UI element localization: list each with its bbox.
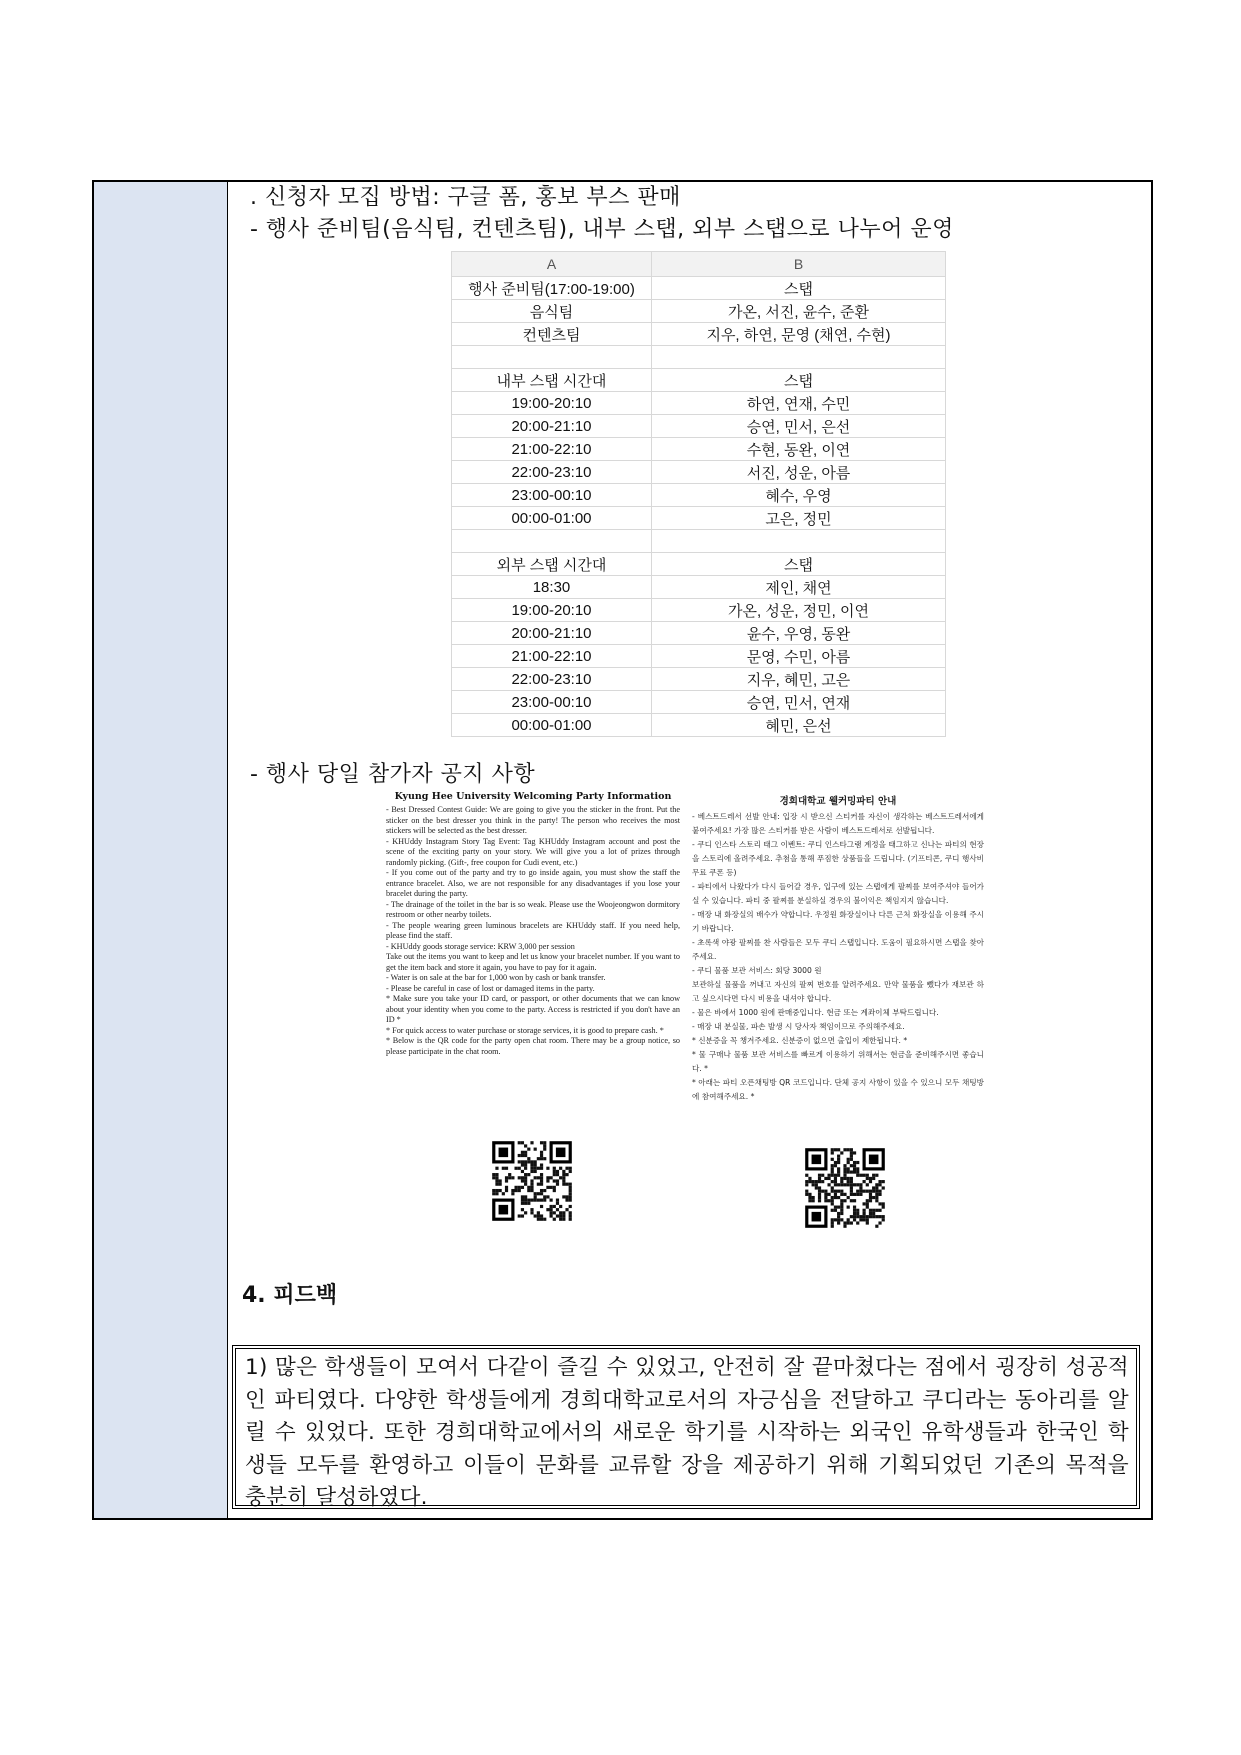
sheet-cell-b: 서진, 성운, 아름 — [652, 461, 946, 484]
notice-paragraph: - 초록색 야광 팔찌를 찬 사람들은 모두 쿠디 스탭입니다. 도움이 필요하시면 스탭을 찾아주세요. — [692, 938, 984, 961]
sheet-cell-a: 18:30 — [452, 576, 652, 599]
sheet-row — [452, 323, 946, 346]
sheet-row — [452, 300, 946, 323]
sheet-column-b: B — [652, 252, 946, 277]
sheet-row — [452, 346, 946, 369]
sheet-cell-b: 수현, 동완, 이연 — [652, 438, 946, 461]
sheet-cell-b: 승연, 민서, 은선 — [652, 415, 946, 438]
sheet-column-a: A — [452, 252, 652, 277]
sheet-row — [452, 369, 946, 392]
sheet-cell-b: 스탭 — [652, 553, 946, 576]
english-notice-body — [386, 805, 680, 1057]
notice-paragraph: * 신분증을 꼭 챙겨주세요. 신분증이 없으면 출입이 제한됩니다. * — [692, 1036, 908, 1045]
sheet-cell-a: 19:00-20:10 — [452, 392, 652, 415]
sheet-cell-b — [652, 346, 946, 369]
notice-paragraph: - 쿠디 인스타 스토리 태그 이벤트: 쿠디 인스타그램 계정을 태그하고 신나는 파티의 현장을 스토리에 올려주세요. 추첨을 통해 푸짐한 상품들을 드립니다. (기프티콘, 쿠디 행사비 무료 쿠폰 등) — [692, 840, 984, 877]
feedback-heading: 4. 피드백 — [242, 1283, 338, 1308]
sheet-row — [452, 668, 946, 691]
qr-code-icon[interactable] — [805, 1145, 885, 1231]
korean-notice-title: 경희대학교 웰커밍파티 안내 — [779, 796, 897, 807]
notice-paragraph: - 베스트드레서 선발 안내: 입장 시 받으신 스티커를 자신이 생각하는 베스트드레서에게 붙여주세요! 가장 많은 스티커를 받은 사람이 베스트드레서로 선발됩니다. — [692, 812, 984, 835]
notice-paragraph: - 매장 내 분실물, 파손 발생 시 당사자 책임이므로 주의해주세요. — [692, 1022, 905, 1031]
sheet-row — [452, 507, 946, 530]
sheet-row — [452, 415, 946, 438]
sheet-cell-a: 컨텐츠팀 — [452, 323, 652, 346]
sheet-cell-a: 22:00-23:10 — [452, 461, 652, 484]
notice-paragraph: - 쿠디 물품 보관 서비스: 회당 3000 원 — [692, 966, 822, 975]
korean-notice-body — [692, 810, 984, 1104]
sheet-cell-b: 하연, 연재, 수민 — [652, 392, 946, 415]
sheet-cell-a: 00:00-01:00 — [452, 507, 652, 530]
feedback-box — [232, 1345, 1140, 1509]
notice-paragraph: - If you come out of the party and try to go inside again, you must show the staff the entrance bracelet. Also, we are not responsible for any disadvantages if you lose your bracelet during the party. — [386, 868, 680, 898]
english-notice-image — [386, 791, 680, 1127]
sheet-cell-b: 가온, 서진, 윤수, 준환 — [652, 300, 946, 323]
notice-paragraph: - Please be careful in case of lost or damaged items in the party. — [386, 983, 595, 993]
sheet-cell-a: 21:00-22:10 — [452, 438, 652, 461]
sheet-row — [452, 645, 946, 668]
qr-code-icon[interactable] — [492, 1138, 572, 1224]
sheet-cell-a — [452, 346, 652, 369]
sheet-row — [452, 576, 946, 599]
notice-paragraph: * 아래는 파티 오픈채팅방 QR 코드입니다. 단체 공지 사항이 있을 수 있으니 모두 채팅방에 참여해주세요. * — [692, 1078, 984, 1101]
sheet-cell-a: 음식팀 — [452, 300, 652, 323]
sheet-cell-b: 혜수, 우영 — [652, 484, 946, 507]
sheet-row — [452, 622, 946, 645]
notice-paragraph: - 파티에서 나왔다가 다시 들어갈 경우, 입구에 있는 스탭에게 팔찌를 보여주셔야 들어가실 수 있습니다. 파티 중 팔찌를 분실하실 경우의 불이익은 책임지지 않습니다. — [692, 882, 984, 905]
sheet-cell-a: 19:00-20:10 — [452, 599, 652, 622]
notice-paragraph: - Best Dressed Contest Guide: We are going to give you the sticker in the front. Put the sticker on the best dresser you think in the party! The person who receives the most stickers will be selected as the best dresser. — [386, 805, 680, 835]
sheet-cell-a: 22:00-23:10 — [452, 668, 652, 691]
english-notice-title: Kyung Hee University Welcoming Party Information — [394, 791, 672, 802]
recruit-method-line: . 신청자 모집 방법: 구글 폼, 홍보 부스 판매 — [250, 185, 681, 210]
team-structure-line: - 행사 준비팀(음식팀, 컨텐츠팀), 내부 스탭, 외부 스탭으로 나누어 운영 — [250, 217, 954, 242]
sheet-cell-b: 문영, 수민, 아름 — [652, 645, 946, 668]
sheet-row — [452, 599, 946, 622]
notice-heading-line: - 행사 당일 참가자 공지 사항 — [250, 762, 536, 787]
sheet-row — [452, 530, 946, 553]
staff-schedule-sheet — [451, 251, 946, 737]
sheet-cell-a — [452, 530, 652, 553]
sheet-row — [452, 392, 946, 415]
notice-paragraph: * For quick access to water purchase or storage services, it is good to prepare cash. * — [386, 1025, 664, 1035]
notice-paragraph: * Make sure you take your ID card, or passport, or other documents that we can know about your identity when you come to the party. Access is restricted if you don't have an ID * — [386, 994, 680, 1024]
sheet-cell-a: 내부 스탭 시간대 — [452, 369, 652, 392]
sheet-cell-b: 혜민, 은선 — [652, 714, 946, 737]
sheet-cell-b: 스탭 — [652, 369, 946, 392]
notice-paragraph: - 물은 바에서 1000 원에 판매중입니다. 현금 또는 계좌이체 부탁드립니다. — [692, 1008, 939, 1017]
notice-paragraph: Take out the items you want to keep and let us know your bracelet number. If you want to get the item back and store it again, you have to pay for it again. — [386, 952, 680, 972]
left-label-column — [94, 182, 228, 1518]
notice-paragraph: - KHUddy goods storage service: KRW 3,000 per session — [386, 941, 575, 951]
sheet-cell-a: 00:00-01:00 — [452, 714, 652, 737]
sheet-row — [452, 714, 946, 737]
notice-paragraph: - The drainage of the toilet in the bar is so weak. Please use the Woojeongwon dormitory restroom or other nearby toilets. — [386, 899, 680, 919]
notice-paragraph: - Water is on sale at the bar for 1,000 won by cash or bank transfer. — [386, 973, 606, 982]
sheet-row — [452, 484, 946, 507]
sheet-cell-a: 외부 스탭 시간대 — [452, 553, 652, 576]
notice-paragraph: 보관하실 물품을 꺼내고 자신의 팔찌 번호를 알려주세요. 만약 물품을 뺐다가 재보관 하고 싶으시다면 다시 비용을 내셔야 합니다. — [692, 980, 984, 1003]
feedback-text: 1) 많은 학생들이 모여서 다같이 즐길 수 있었고, 안전히 잘 끝마쳤다는 점에서 굉장히 성공적인 파티였다. 다양한 학생들에게 경희대학교로서의 자긍심을 전달하고 쿠디라는 동아리를 알릴 수 있었다. 또한 경희대학교에서의 새로운 학기를 시작하는 외국인 유학생들과 한국인 학생들 모두를 환영하고 이들이 문화를 교류할 장을 제공하기 위해 기획되었던 기존의 목적을 충분히 달성하였다. — [245, 1355, 1129, 1510]
sheet-cell-b: 제인, 채연 — [652, 576, 946, 599]
sheet-cell-a: 23:00-00:10 — [452, 691, 652, 714]
sheet-cell-b: 가온, 성운, 정민, 이연 — [652, 599, 946, 622]
sheet-cell-a: 행사 준비팀(17:00-19:00) — [452, 277, 652, 300]
sheet-cell-b: 승연, 민서, 연재 — [652, 691, 946, 714]
sheet-column-header-row — [452, 252, 946, 277]
sheet-cell-b: 스탭 — [652, 277, 946, 300]
notice-paragraph: - KHUddy Instagram Story Tag Event: Tag KHUddy Instagram account and post the scene of the exciting party on your story. We will give you a lot of prizes through randomly picking. (Gift-, free coupon for Cudi event, etc.) — [386, 836, 680, 867]
sheet-cell-b: 윤수, 우영, 동완 — [652, 622, 946, 645]
sheet-cell-b: 고은, 정민 — [652, 507, 946, 530]
sheet-cell-a: 23:00-00:10 — [452, 484, 652, 507]
sheet-row — [452, 438, 946, 461]
sheet-cell-b — [652, 530, 946, 553]
notice-paragraph: * Below is the QR code for the party open chat room. There may be a group notice, so please participate in the chat room. — [386, 1036, 680, 1056]
sheet-row — [452, 277, 946, 300]
sheet-row — [452, 691, 946, 714]
notice-paragraph: - 매장 내 화장실의 배수가 약합니다. 우정원 화장실이나 다른 근처 화장실을 이용해 주시기 바랍니다. — [692, 910, 984, 933]
sheet-cell-b: 지우, 하연, 문영 (채연, 수현) — [652, 323, 946, 346]
sheet-cell-a: 20:00-21:10 — [452, 622, 652, 645]
sheet-row — [452, 553, 946, 576]
sheet-row — [452, 461, 946, 484]
notice-paragraph: * 물 구매나 물품 보관 서비스를 빠르게 이용하기 위해서는 현금을 준비해주시면 좋습니다. * — [692, 1050, 984, 1073]
sheet-cell-a: 20:00-21:10 — [452, 415, 652, 438]
notice-paragraph: - The people wearing green luminous bracelets are KHUddy staff. If you need help, please find the staff. — [386, 920, 680, 940]
korean-notice-image — [692, 793, 984, 1129]
sheet-cell-b: 지우, 혜민, 고은 — [652, 668, 946, 691]
sheet-cell-a: 21:00-22:10 — [452, 645, 652, 668]
